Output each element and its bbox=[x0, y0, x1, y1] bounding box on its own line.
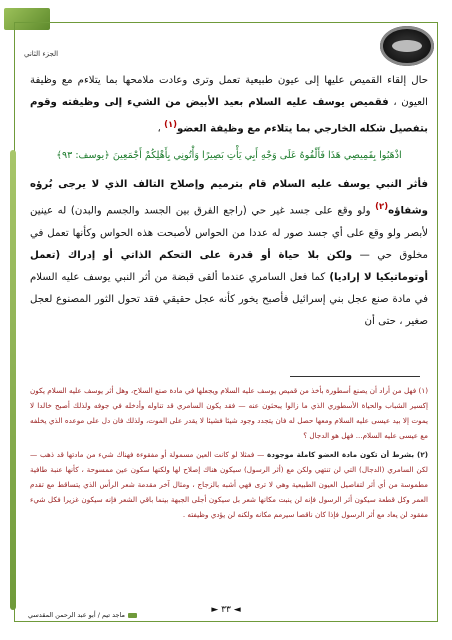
footnote-divider bbox=[290, 376, 420, 377]
footnotes bbox=[30, 383, 428, 526]
pen-icon bbox=[128, 613, 137, 618]
footnote-1: (١) فهل من أراد أن يصنع أسطورة بأخذ من قميص يوسف عليه السلام ويجعلها في مادة صنع السلاح، وهل أثر يوسف عليه السلام يكون إكسير الشباب والحياة الأسطوري الذي ما زالوا يبحثون عنه — فقد يكون السامري قد تناوله وأدخله في جوفه ولذلك أصبح خالدا لا يموت إلا بيد عيسى عليه السلام ومعها حصل له فان يتجدد وجود شيئا فشيئا لا يقدر على الموت، ولذلك فان دل على موعده الذي يخلفه مع عيسى عليه السلام... فهل هو الدجال ؟ bbox=[30, 386, 428, 440]
footnote-ref-2[interactable]: (٢) bbox=[375, 202, 389, 213]
part-label: الجزء الثاني bbox=[24, 50, 59, 58]
logo-icon bbox=[380, 26, 434, 66]
side-ribbon bbox=[10, 150, 16, 610]
footnote-ref-1[interactable]: (١) bbox=[164, 120, 178, 130]
author-credit: ماجد تيم / أبو عبد الرحمن المقدسي bbox=[28, 611, 137, 619]
main-text bbox=[30, 70, 428, 339]
paragraph-2: فأثر النبي يوسف عليه السلام قام بترميم وإصلاح التالف الذي لا يرجى بُرؤه وشفاؤه$^{(٢)}$ ولو وقع على جسد غير حي (راجع الفرق بين الجسد والجسم والبدن) له عينين لأبصر ولو وقع على أي جسد صور له عددا من الحواس لأصبحت هذه الحواس وكأنها تعمل في مخلوق حي — ولكن بلا حياة أو قدرة على التحكم الذاتي أو إدراك (تعمل أوتوماتيكيا لا إراديا) كما فعل السامري عندما ألقى قبضة من أثر النبي يوسف عليه السلام في مادة صنع عجل بني إسرائيل فأصبح يخور كأنه عجل حقيقي فقد تحول الثور المصنوع لعجل صغير ، حتى أن bbox=[30, 179, 428, 327]
quran-verse: اذْهَبُوا بِقَمِيصِي هَذَا فَأَلْقُوهُ عَلَى وَجْهِ أَبِي يَأْتِ بَصِيرًا وَأْتُونِي بِأَهْلِكُمْ أَجْمَعِينَ ﴿يوسف: ٩٣﴾ bbox=[56, 150, 402, 162]
footnote-2: (٢) بشرط أن تكون مادة العضو كاملة موجودة — فمثلا لو كانت العين مسمولة أو مفقوءة فهناك شيء من مادتها قد ذهب — لكن السامري (الدجال) التي لن تنتهي ولكن مع (أثر الرسول) سيكون هناك إصلاح لها ولكنها سكون عين ممسوحة ، كأنها عنبة طافية مطموسة من أي أثر لتفاصيل العيون الطبيعية وهي لا ترى فهي أشبه بالزجاج ، ومثال آخر مقدمة شعر الرأس الذي يتساقط مع تقدم العمر وكل قطعة سيكون أثر الرسول فإنه لن ينبت مكانها شعر بل سيكون أجلى الجبهة بينما باقي الشعر فإنه سيكون غزيرا فكل شيء مفقود لن يعاد مع أثر الرسول فإذا كان ناقصا سيرمم مكانه ولكنه لن يؤدي وظيفته . bbox=[30, 450, 428, 519]
page-number[interactable]: ◄ ٣٣ ► bbox=[211, 605, 241, 615]
paragraph-1: حال إلقاء القميص عليها إلى عيون طبيعية تعمل وترى وعادت ملامحها بما يتلاءم مع وظيفة العيون ، فقميص يوسف عليه السلام بعيد الأبيض من الشيء إلى وظيفته وقوم بتفصيل شكله الخارجي بما يتلاءم مع وظيفة العضو$^{(١)}$ ، bbox=[30, 75, 428, 135]
